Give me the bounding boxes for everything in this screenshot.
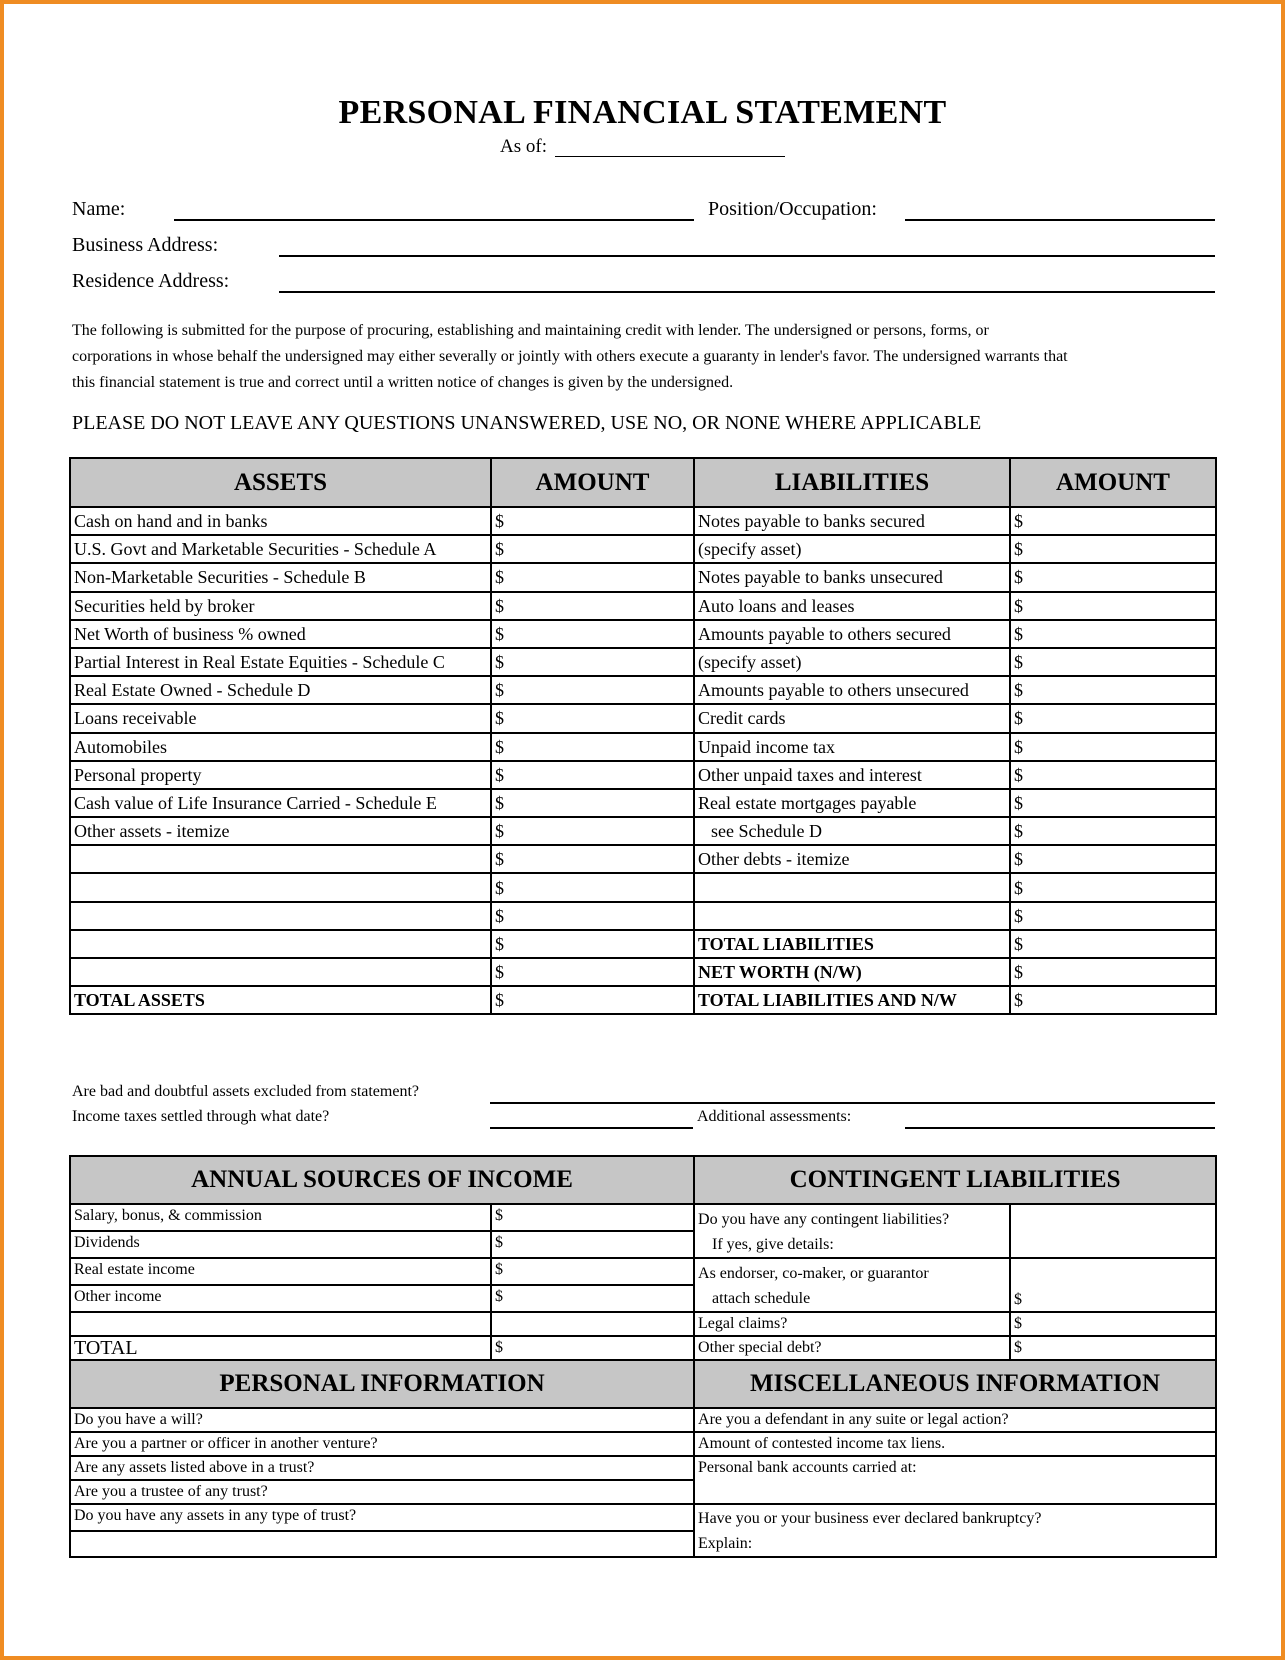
currency-symbol: $ <box>495 567 504 588</box>
liability-label: Auto loans and leases <box>694 592 1010 620</box>
liability-amount-cell[interactable] <box>1010 873 1216 901</box>
income-amount-cell[interactable] <box>491 1231 694 1258</box>
name-field[interactable] <box>174 219 694 221</box>
currency-symbol: $ <box>495 680 504 701</box>
income-amount-cell[interactable] <box>491 1258 694 1285</box>
currency-symbol: $ <box>495 1261 503 1278</box>
asset-amount-cell[interactable] <box>491 535 694 563</box>
currency-symbol: $ <box>1014 595 1023 616</box>
currency-symbol: $ <box>495 1207 503 1224</box>
endorser-question-cell <box>694 1258 1010 1312</box>
balance-header-row <box>70 458 1216 507</box>
table-row <box>70 1456 1216 1480</box>
table-row <box>70 563 1216 591</box>
asset-amount-header: AMOUNT <box>491 458 694 507</box>
currency-symbol: $ <box>1014 652 1023 673</box>
table-row <box>70 1408 1216 1432</box>
asset-label: Net Worth of business % owned <box>70 620 491 648</box>
special-debt-amount[interactable] <box>1010 1336 1216 1360</box>
income-contingent-table <box>69 1155 1217 1558</box>
contingent-answer-cell[interactable] <box>1010 1204 1216 1258</box>
liability-amount-cell[interactable] <box>1010 620 1216 648</box>
balance-sheet-table <box>69 457 1217 1015</box>
income-label: Salary, bonus, & commission <box>70 1204 491 1231</box>
bankruptcy-cell[interactable] <box>694 1504 1216 1557</box>
table-row <box>70 845 1216 873</box>
asset-amount-cell[interactable] <box>491 563 694 591</box>
personal-header: PERSONAL INFORMATION <box>70 1360 694 1408</box>
liability-label: Notes payable to banks secured <box>694 507 1010 535</box>
bankruptcy-question: Have you or your business ever declared bankruptcy? <box>698 1510 1042 1527</box>
asset-label: Cash on hand and in banks <box>70 507 491 535</box>
currency-symbol: $ <box>1014 905 1023 926</box>
table-row <box>70 507 1216 535</box>
liability-amount-cell[interactable] <box>1010 704 1216 732</box>
explain-label: Explain: <box>698 1535 753 1552</box>
contingent-header: CONTINGENT LIABILITIES <box>694 1156 1216 1204</box>
liability-label: Notes payable to banks unsecured <box>694 563 1010 591</box>
name-label: Name: <box>72 198 126 220</box>
contingent-question: Do you have any contingent liabilities? <box>698 1211 950 1228</box>
currency-symbol: $ <box>495 539 504 560</box>
asset-label: Cash value of Life Insurance Carried - Schedule E <box>70 789 491 817</box>
income-amount-cell[interactable] <box>491 1285 694 1312</box>
assets-header: ASSETS <box>70 458 491 507</box>
currency-symbol: $ <box>1014 623 1023 644</box>
asset-label-empty[interactable] <box>70 958 491 986</box>
table-row <box>70 1258 1216 1285</box>
bank-accounts-cell[interactable]: Personal bank accounts carried at: <box>694 1456 1216 1504</box>
income-total-label: TOTAL <box>70 1336 491 1360</box>
currency-symbol: $ <box>1014 849 1023 870</box>
asset-label-empty[interactable] <box>70 845 491 873</box>
table-row <box>70 930 1216 958</box>
currency-symbol: $ <box>1014 680 1023 701</box>
misc-question[interactable]: Are you a defendant in any suite or legal action? <box>694 1408 1216 1432</box>
liability-amount-cell[interactable] <box>1010 958 1216 986</box>
business-address-field[interactable] <box>279 255 1215 257</box>
liability-label: TOTAL LIABILITIES AND N/W <box>694 986 1010 1014</box>
liability-label: Other unpaid taxes and interest <box>694 761 1010 789</box>
asset-amount-cell[interactable] <box>491 648 694 676</box>
endorser-question: As endorser, co-maker, or guarantor <box>698 1265 929 1282</box>
asset-amount-cell[interactable] <box>491 704 694 732</box>
liability-amount-cell[interactable] <box>1010 789 1216 817</box>
liability-amount-cell[interactable] <box>1010 676 1216 704</box>
table-row <box>70 1312 1216 1336</box>
asset-label: U.S. Govt and Marketable Securities - Schedule A <box>70 535 491 563</box>
currency-symbol: $ <box>495 652 504 673</box>
asset-label: Securities held by broker <box>70 592 491 620</box>
currency-symbol: $ <box>1014 511 1023 532</box>
liability-label: see Schedule D <box>694 817 1010 845</box>
liability-label-empty[interactable] <box>694 902 1010 930</box>
income-amount-cell[interactable] <box>491 1312 694 1336</box>
table-row <box>70 1204 1216 1231</box>
asset-label: Other assets - itemize <box>70 817 491 845</box>
income-label: Other income <box>70 1285 491 1312</box>
table-row <box>70 535 1216 563</box>
liability-amount-cell[interactable] <box>1010 733 1216 761</box>
currency-symbol: $ <box>1014 877 1023 898</box>
liability-amount-cell[interactable] <box>1010 845 1216 873</box>
table-row <box>70 958 1216 986</box>
currency-symbol: $ <box>495 595 504 616</box>
income-amount-cell[interactable] <box>491 1204 694 1231</box>
asset-label-empty[interactable] <box>70 930 491 958</box>
table-row <box>70 648 1216 676</box>
liability-label: (specify asset) <box>694 535 1010 563</box>
currency-symbol: $ <box>495 990 504 1011</box>
asset-label: Partial Interest in Real Estate Equities - Schedule C <box>70 648 491 676</box>
currency-symbol: $ <box>495 821 504 842</box>
currency-symbol: $ <box>1014 933 1023 954</box>
asset-label: Loans receivable <box>70 704 491 732</box>
currency-symbol: $ <box>1014 990 1023 1011</box>
personal-question[interactable]: Are any assets listed above in a trust? <box>70 1456 694 1480</box>
income-header-row <box>70 1156 1216 1204</box>
asset-amount-cell[interactable] <box>491 873 694 901</box>
liability-label: NET WORTH (N/W) <box>694 958 1010 986</box>
warning-text: PLEASE DO NOT LEAVE ANY QUESTIONS UNANSWERED, USE NO, OR NONE WHERE APPLICABLE <box>72 412 982 434</box>
liability-amount-cell[interactable] <box>1010 535 1216 563</box>
as-of-label: As of: <box>500 136 547 157</box>
asset-label: TOTAL ASSETS <box>70 986 491 1014</box>
table-row <box>70 704 1216 732</box>
liability-label-empty[interactable] <box>694 873 1010 901</box>
currency-symbol: $ <box>495 905 504 926</box>
misc-header: MISCELLANEOUS INFORMATION <box>694 1360 1216 1408</box>
liability-amount-cell[interactable] <box>1010 902 1216 930</box>
currency-symbol: $ <box>1014 567 1023 588</box>
as-of-field[interactable] <box>555 156 785 157</box>
asset-amount-cell[interactable] <box>491 817 694 845</box>
asset-amount-cell[interactable] <box>491 676 694 704</box>
currency-symbol: $ <box>495 764 504 785</box>
additional-assessments-field[interactable] <box>905 1127 1215 1129</box>
liability-amount-cell[interactable] <box>1010 507 1216 535</box>
asset-amount-cell[interactable] <box>491 930 694 958</box>
currency-symbol: $ <box>495 792 504 813</box>
asset-label: Automobiles <box>70 733 491 761</box>
currency-symbol: $ <box>1014 708 1023 729</box>
currency-symbol: $ <box>495 1288 503 1305</box>
asset-amount-cell[interactable] <box>491 592 694 620</box>
asset-label-empty[interactable] <box>70 902 491 930</box>
personal-header-row <box>70 1360 1216 1408</box>
currency-symbol: $ <box>1014 821 1023 842</box>
currency-symbol: $ <box>495 877 504 898</box>
asset-label: Personal property <box>70 761 491 789</box>
intro-line: this financial statement is true and correct until a written notice of changes is given by the undersigned. <box>72 374 734 391</box>
personal-answer-empty[interactable] <box>70 1531 694 1558</box>
currency-symbol: $ <box>1014 1291 1023 1308</box>
currency-symbol: $ <box>495 933 504 954</box>
asset-label: Real Estate Owned - Schedule D <box>70 676 491 704</box>
liability-amount-cell[interactable] <box>1010 648 1216 676</box>
liability-amount-cell[interactable] <box>1010 986 1216 1014</box>
asset-amount-cell[interactable] <box>491 733 694 761</box>
income-taxes-question: Income taxes settled through what date? <box>72 1108 330 1125</box>
liability-label: TOTAL LIABILITIES <box>694 930 1010 958</box>
table-row <box>70 1432 1216 1456</box>
business-address-label: Business Address: <box>72 234 219 256</box>
intro-line: The following is submitted for the purpose of procuring, establishing and maintaining credit with lender. The undersigned or persons, forms, or <box>72 322 989 339</box>
intro-paragraph <box>72 318 1232 396</box>
income-label: Dividends <box>70 1231 491 1258</box>
income-header: ANNUAL SOURCES OF INCOME <box>70 1156 694 1204</box>
asset-amount-cell[interactable] <box>491 902 694 930</box>
contingent-question-sub: If yes, give details: <box>712 1236 834 1253</box>
personal-question[interactable]: Do you have any assets in any type of trust? <box>70 1504 694 1531</box>
legal-claims-label: Legal claims? <box>694 1312 1010 1336</box>
table-row <box>70 986 1216 1014</box>
table-row <box>70 676 1216 704</box>
currency-symbol: $ <box>495 1234 503 1251</box>
asset-amount-cell[interactable] <box>491 958 694 986</box>
residence-address-field[interactable] <box>279 291 1215 293</box>
liability-amount-cell[interactable] <box>1010 817 1216 845</box>
currency-symbol: $ <box>1014 1339 1023 1356</box>
currency-symbol: $ <box>1014 736 1023 757</box>
legal-claims-amount[interactable] <box>1010 1312 1216 1336</box>
table-row <box>70 620 1216 648</box>
asset-label-empty[interactable] <box>70 873 491 901</box>
liability-label: Amounts payable to others secured <box>694 620 1010 648</box>
currency-symbol: $ <box>1014 539 1023 560</box>
liability-label: Other debts - itemize <box>694 845 1010 873</box>
misc-question[interactable]: Amount of contested income tax liens. <box>694 1432 1216 1456</box>
currency-symbol: $ <box>495 849 504 870</box>
asset-label: Non-Marketable Securities - Schedule B <box>70 563 491 591</box>
personal-question[interactable]: Do you have a will? <box>70 1408 694 1432</box>
bad-assets-question: Are bad and doubtful assets excluded from statement? <box>72 1083 419 1100</box>
personal-question[interactable]: Are you a partner or officer in another venture? <box>70 1432 694 1456</box>
special-debt-label: Other special debt? <box>694 1336 1010 1360</box>
income-total-amount[interactable] <box>491 1336 694 1360</box>
asset-amount-cell[interactable] <box>491 507 694 535</box>
liability-label: Amounts payable to others unsecured <box>694 676 1010 704</box>
asset-amount-cell[interactable] <box>491 620 694 648</box>
liability-amount-cell[interactable] <box>1010 930 1216 958</box>
currency-symbol: $ <box>495 1339 503 1356</box>
income-taxes-field[interactable] <box>490 1127 693 1129</box>
currency-symbol: $ <box>495 708 504 729</box>
table-row <box>70 592 1216 620</box>
liabilities-header: LIABILITIES <box>694 458 1010 507</box>
liability-label: Credit cards <box>694 704 1010 732</box>
table-row <box>70 1336 1216 1360</box>
table-row <box>70 1504 1216 1531</box>
table-row <box>70 789 1216 817</box>
endorser-question-sub: attach schedule <box>712 1290 811 1307</box>
income-label-empty[interactable] <box>70 1312 491 1336</box>
asset-amount-cell[interactable] <box>491 789 694 817</box>
position-label: Position/Occupation: <box>708 198 877 220</box>
liability-amount-header: AMOUNT <box>1010 458 1216 507</box>
intro-line: corporations in whose behalf the undersigned may either severally or jointly with others execute a guaranty in lender's favor. The undersigned warrants that <box>72 348 1068 365</box>
asset-amount-cell[interactable] <box>491 761 694 789</box>
table-row <box>70 902 1216 930</box>
table-row <box>70 761 1216 789</box>
liability-amount-cell[interactable] <box>1010 761 1216 789</box>
asset-amount-cell[interactable] <box>491 986 694 1014</box>
table-row <box>70 817 1216 845</box>
contingent-question-cell <box>694 1204 1010 1258</box>
currency-symbol: $ <box>495 511 504 532</box>
bad-assets-field[interactable] <box>490 1102 1215 1104</box>
liability-label: (specify asset) <box>694 648 1010 676</box>
liability-label: Real estate mortgages payable <box>694 789 1010 817</box>
liability-amount-cell[interactable] <box>1010 592 1216 620</box>
income-label: Real estate income <box>70 1258 491 1285</box>
table-row <box>70 873 1216 901</box>
residence-address-label: Residence Address: <box>72 270 230 292</box>
currency-symbol: $ <box>495 736 504 757</box>
currency-symbol: $ <box>495 623 504 644</box>
personal-question[interactable]: Are you a trustee of any trust? <box>70 1480 694 1504</box>
asset-amount-cell[interactable] <box>491 845 694 873</box>
currency-symbol: $ <box>1014 1315 1023 1332</box>
liability-label: Unpaid income tax <box>694 733 1010 761</box>
page-title: PERSONAL FINANCIAL STATEMENT <box>338 94 947 131</box>
currency-symbol: $ <box>495 962 504 983</box>
endorser-amount-cell[interactable] <box>1010 1258 1216 1312</box>
currency-symbol: $ <box>1014 792 1023 813</box>
position-field[interactable] <box>905 219 1215 221</box>
liability-amount-cell[interactable] <box>1010 563 1216 591</box>
currency-symbol: $ <box>1014 764 1023 785</box>
table-row <box>70 733 1216 761</box>
currency-symbol: $ <box>1014 962 1023 983</box>
additional-assessments-label: Additional assessments: <box>697 1108 852 1125</box>
